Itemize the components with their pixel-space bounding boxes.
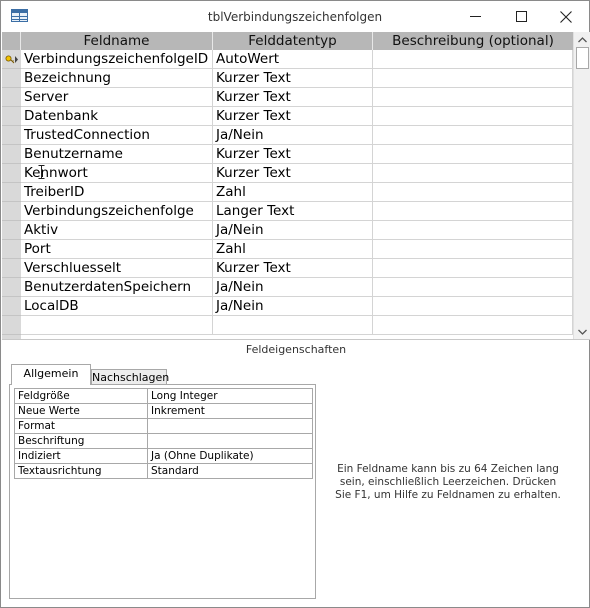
row-selector[interactable] [2, 50, 21, 69]
property-value[interactable] [148, 434, 313, 449]
field-row[interactable] [2, 278, 573, 297]
description-cell[interactable] [373, 202, 573, 221]
close-icon [560, 11, 572, 23]
new-field-row[interactable] [2, 316, 573, 335]
field-name-cell[interactable]: VerbindungszeichenfolgeID [21, 50, 213, 69]
row-selector[interactable] [2, 88, 21, 107]
row-selector[interactable] [2, 240, 21, 259]
property-row[interactable] [15, 464, 313, 479]
property-value[interactable]: Ja (Ohne Duplikate) [148, 449, 313, 464]
description-cell[interactable] [373, 107, 573, 126]
data-type-cell[interactable]: Kurzer Text [213, 88, 373, 107]
field-properties-panel [9, 384, 316, 599]
row-selector[interactable] [2, 297, 21, 316]
data-type-cell[interactable]: Kurzer Text [213, 164, 373, 183]
field-row[interactable] [2, 88, 573, 107]
header-field-name[interactable]: Feldname [21, 32, 213, 50]
field-row[interactable] [2, 183, 573, 202]
field-name-cell[interactable]: Verschluesselt [21, 259, 213, 278]
row-selector[interactable] [2, 259, 21, 278]
property-value[interactable]: Inkrement [148, 404, 313, 419]
scroll-down-icon [574, 325, 590, 339]
row-selector[interactable] [2, 316, 21, 335]
row-selector[interactable] [2, 145, 21, 164]
data-type-cell[interactable]: Langer Text [213, 202, 373, 221]
description-cell[interactable] [373, 259, 573, 278]
header-description[interactable]: Beschreibung (optional) [392, 33, 554, 49]
description-cell[interactable] [373, 145, 573, 164]
row-selector[interactable] [2, 69, 21, 88]
tab-general[interactable]: Allgemein [11, 364, 91, 385]
scroll-up-button[interactable] [574, 32, 590, 46]
grid-header [2, 32, 573, 50]
row-selector[interactable] [2, 202, 21, 221]
property-row[interactable] [15, 404, 313, 419]
property-value[interactable] [148, 419, 313, 434]
properties-table [14, 388, 313, 479]
property-row[interactable] [15, 434, 313, 449]
data-type-cell[interactable]: Kurzer Text [213, 145, 373, 164]
vertical-scrollbar[interactable] [573, 32, 590, 339]
scroll-down-button[interactable] [574, 324, 590, 338]
field-row[interactable] [2, 297, 573, 316]
description-cell[interactable] [373, 88, 573, 107]
property-name: Feldgröße [15, 389, 148, 404]
field-row[interactable] [2, 69, 573, 88]
data-type-cell[interactable]: Kurzer Text [213, 107, 373, 126]
data-type-cell[interactable]: Ja/Nein [213, 297, 373, 316]
row-selector[interactable] [2, 221, 21, 240]
field-name-cell[interactable]: Bezeichnung [21, 69, 213, 88]
data-type-cell[interactable]: Ja/Nein [213, 126, 373, 145]
help-text: Ein Feldname kann bis zu 64 Zeichen lang sein, einschließlich Leerzeichen. Drücken Sie F1, um Hilfe zu Feldnamen zu erhalten. [335, 463, 561, 501]
tab-lookup[interactable]: Nachschlagen [92, 371, 170, 384]
field-properties-title: Feldeigenschaften [245, 343, 347, 356]
field-name-cell[interactable]: TrustedConnection [21, 126, 213, 145]
field-grid [2, 32, 573, 339]
scroll-up-icon [574, 33, 590, 47]
description-cell[interactable] [373, 69, 573, 88]
description-cell[interactable] [373, 316, 573, 335]
field-name-cell[interactable]: Datenbank [21, 107, 213, 126]
property-value[interactable]: Long Integer [148, 389, 313, 404]
property-row[interactable] [15, 419, 313, 434]
window-title: tblVerbindungszeichenfolgen [207, 10, 383, 24]
field-row[interactable] [2, 202, 573, 221]
field-name-cell[interactable]: BenutzerdatenSpeichern [21, 278, 213, 297]
data-type-cell[interactable]: Kurzer Text [213, 259, 373, 278]
maximize-icon [516, 11, 527, 22]
row-selector[interactable] [2, 107, 21, 126]
description-cell[interactable] [373, 278, 573, 297]
property-name: Beschriftung [15, 434, 148, 449]
close-button[interactable] [543, 1, 589, 32]
property-name: Indiziert [15, 449, 148, 464]
field-row[interactable] [2, 240, 573, 259]
primary-key-icon [5, 55, 19, 65]
minimize-button[interactable] [452, 1, 498, 32]
field-row[interactable] [2, 107, 573, 126]
data-type-cell[interactable]: AutoWert [213, 50, 373, 69]
scroll-thumb[interactable] [576, 47, 589, 69]
description-cell[interactable] [373, 221, 573, 240]
data-type-cell[interactable] [213, 316, 373, 335]
field-row[interactable] [2, 164, 573, 183]
description-cell[interactable] [373, 297, 573, 316]
field-name-cell[interactable]: Verbindungszeichenfolge [21, 202, 213, 221]
row-selector[interactable] [2, 183, 21, 202]
field-name-cell[interactable]: Aktiv [21, 221, 213, 240]
property-name: Format [15, 419, 148, 434]
header-data-type[interactable]: Felddatentyp [213, 32, 373, 50]
field-name-cell[interactable] [21, 316, 213, 335]
property-value[interactable]: Standard [148, 464, 313, 479]
field-name-cell[interactable]: TreiberID [21, 183, 213, 202]
property-name: Neue Werte [15, 404, 148, 419]
field-row[interactable] [2, 50, 573, 69]
description-cell[interactable] [373, 126, 573, 145]
field-name-cell[interactable]: Benutzername [21, 145, 213, 164]
description-cell[interactable] [373, 50, 573, 69]
data-type-cell[interactable]: Zahl [213, 240, 373, 259]
maximize-button[interactable] [498, 1, 544, 32]
row-selector[interactable] [2, 126, 21, 145]
text-cursor-icon [38, 165, 45, 179]
field-row[interactable] [2, 145, 573, 164]
field-row[interactable] [2, 126, 573, 145]
field-row[interactable] [2, 259, 573, 278]
field-row[interactable] [2, 221, 573, 240]
description-cell[interactable] [373, 240, 573, 259]
field-name-cell[interactable]: Kennwort [21, 164, 213, 183]
data-type-cell[interactable]: Kurzer Text [213, 69, 373, 88]
field-name-cell[interactable]: Port [21, 240, 213, 259]
field-name-cell[interactable]: Server [21, 88, 213, 107]
minimize-icon [470, 16, 481, 17]
description-cell[interactable] [373, 164, 573, 183]
data-type-cell[interactable]: Ja/Nein [213, 221, 373, 240]
data-type-cell[interactable]: Zahl [213, 183, 373, 202]
row-selector[interactable] [2, 164, 21, 183]
header-selector[interactable] [2, 32, 21, 50]
row-selector[interactable] [2, 278, 21, 297]
property-row[interactable] [15, 389, 313, 404]
property-name: Textausrichtung [15, 464, 148, 479]
data-type-cell[interactable]: Ja/Nein [213, 278, 373, 297]
description-cell[interactable] [373, 183, 573, 202]
pane-divider[interactable] [2, 339, 590, 340]
title-bar [1, 1, 589, 32]
field-name-cell[interactable]: LocalDB [21, 297, 213, 316]
property-row[interactable] [15, 449, 313, 464]
